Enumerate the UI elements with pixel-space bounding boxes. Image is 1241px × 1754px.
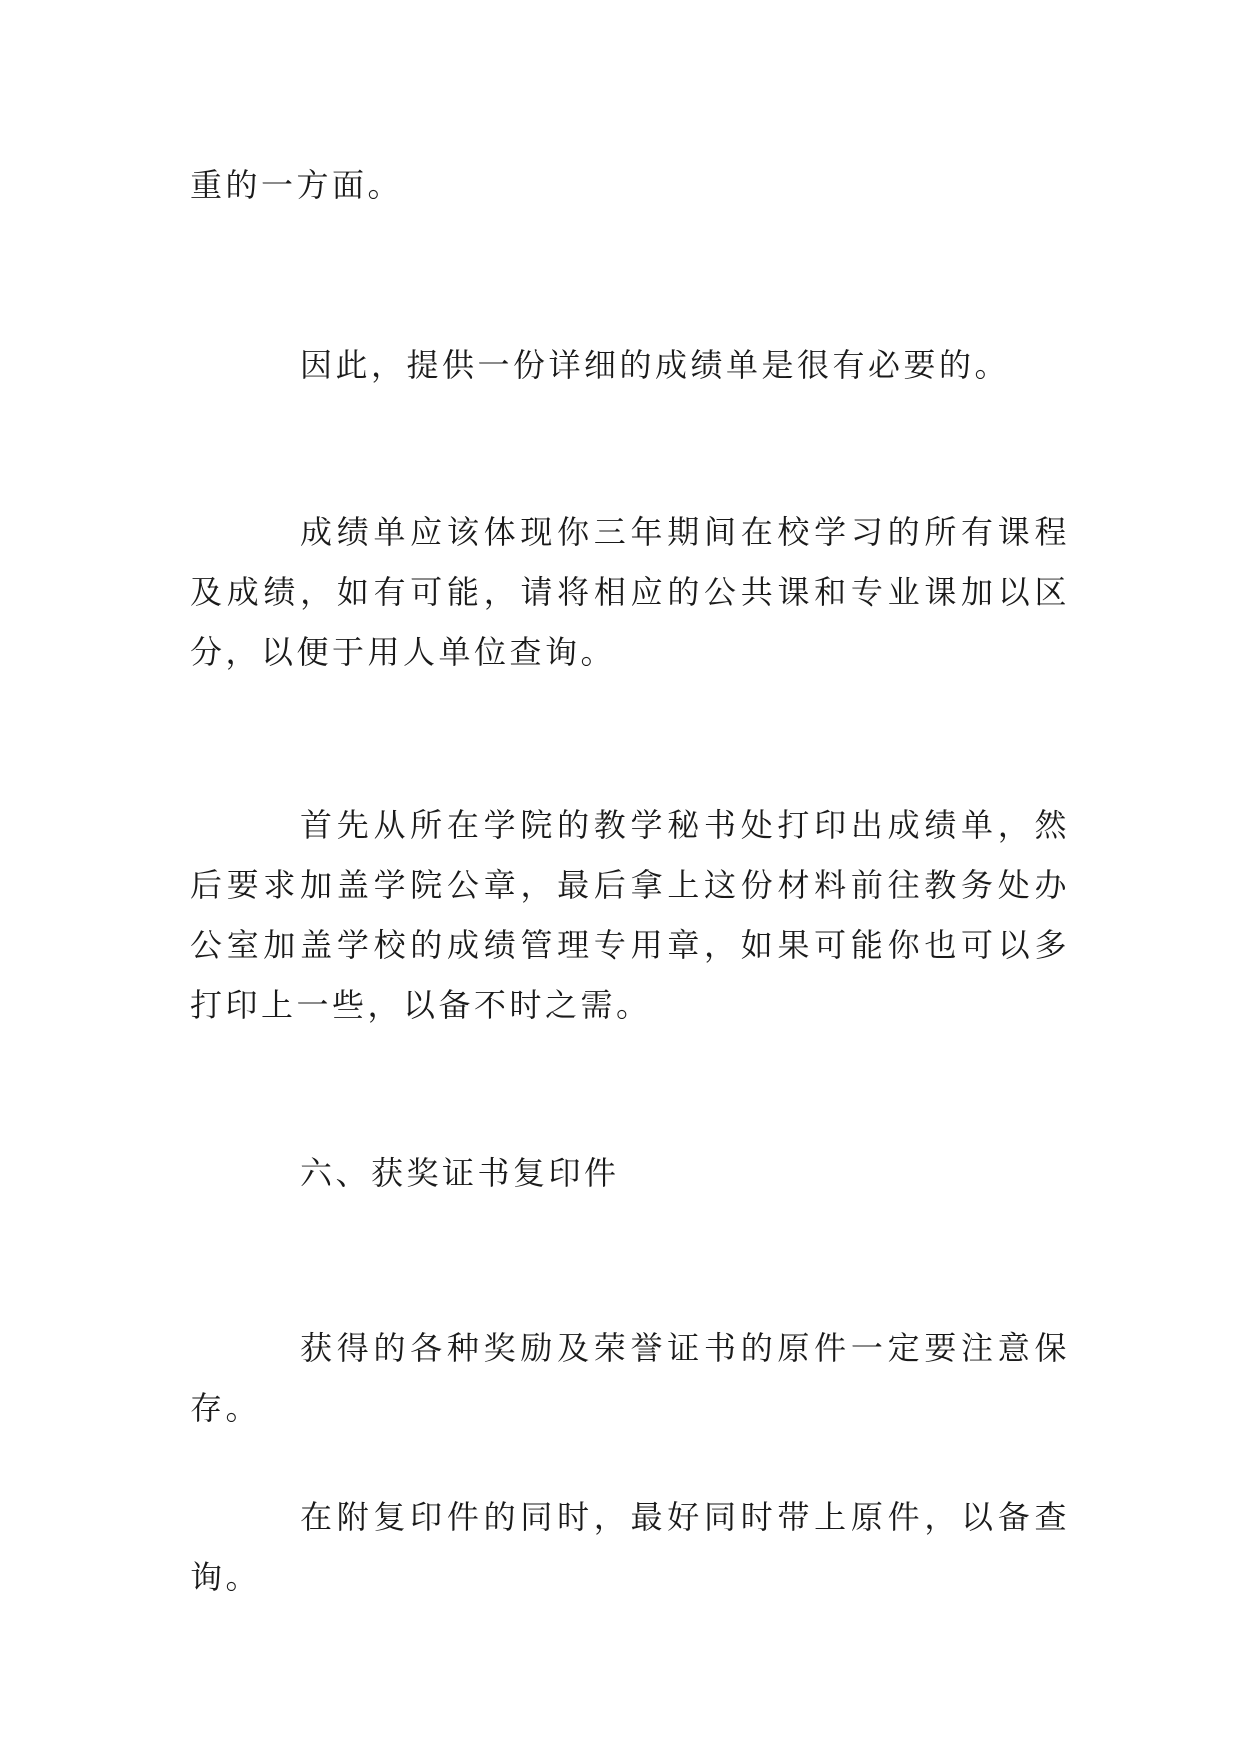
paragraph-continuation: 重的一方面。: [190, 166, 404, 204]
paragraph-transcript-procedure: 首先从所在学院的教学秘书处打印出成绩单，然后要求加盖学院公章，最后拿上这份材料前往教务处办公室加盖学校的成绩管理专用章，如果可能你也可以多打印上一些，以备不时之需。: [190, 806, 1070, 1024]
section-heading-award-certificates: 六、获奖证书复印件: [300, 1154, 620, 1192]
paragraph-transcript-content: 成绩单应该体现你三年期间在校学习的所有课程及成绩，如有可能，请将相应的公共课和专业课加以区分，以便于用人单位查询。: [190, 513, 1070, 671]
paragraph-bring-originals: 在附复印件的同时，最好同时带上原件，以备查询。: [190, 1498, 1070, 1596]
paragraph-keep-originals: 获得的各种奖励及荣誉证书的原件一定要注意保存。: [190, 1329, 1070, 1427]
paragraph-transcript-necessity: 因此，提供一份详细的成绩单是很有必要的。: [300, 346, 1011, 384]
